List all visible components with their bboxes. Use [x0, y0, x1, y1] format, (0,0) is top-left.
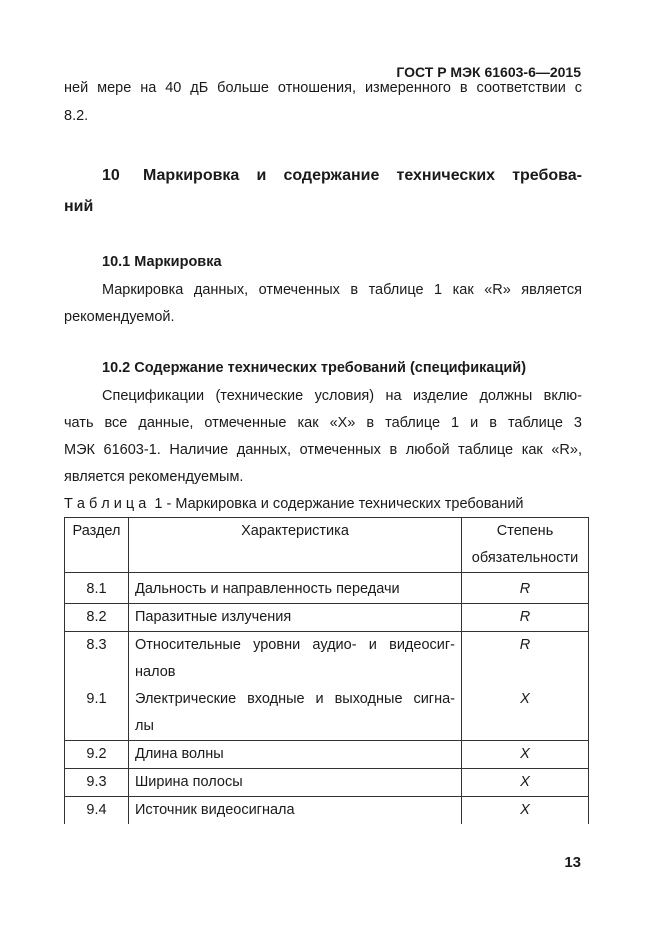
row-degree: X [462, 741, 589, 769]
subsection-10-2-text-line-2: чать все данные, отмеченные как «X» в таблице 1 и в таблице 3 [64, 415, 582, 431]
table-row [65, 632, 589, 687]
section-10-title-line-1: Маркировка и содержание технических требова- [143, 167, 582, 184]
table-row [65, 604, 589, 632]
row-degree: X [462, 797, 589, 825]
header-characteristic: Характеристика [129, 518, 462, 573]
document-header: ГОСТ Р МЭК 61603-6—2015 [396, 64, 581, 80]
table-row [65, 686, 589, 741]
subsection-10-2-text-line-1: Спецификации (технические условия) на изделие должны вклю- [102, 388, 582, 404]
row-degree: R [462, 632, 589, 687]
table-row [65, 769, 589, 797]
intro-line-1: ней мере на 40 дБ больше отношения, измеренного в соответствии с [64, 80, 582, 96]
subsection-10-2-text-line-3: МЭК 61603-1. Наличие данных, отмеченных в любой таблице как «R», [64, 442, 582, 458]
subsection-10-2-text-line-4: является рекомендуемым. [64, 469, 244, 485]
row-section: 9.3 [65, 769, 129, 797]
table-header-row [65, 518, 589, 573]
row-section: 8.2 [65, 604, 129, 632]
row-characteristic-line-1: Электрические входные и выходные сигна- [135, 691, 455, 707]
row-section [65, 686, 129, 741]
row-characteristic: Паразитные излучения [129, 604, 462, 632]
table-row [65, 741, 589, 769]
table-row [65, 576, 589, 604]
subsection-10-1-text-line-1: Маркировка данных, отмеченных в таблице 1 как «R» является [102, 282, 582, 298]
header-degree [462, 518, 589, 573]
subsection-10-2-heading: 10.2 Содержание технических требований (спецификаций) [102, 360, 527, 376]
header-degree-line-1: Степень [496, 523, 554, 539]
row-section-value: 9.1 [86, 691, 107, 707]
row-characteristic: Дальность и направленность передачи [129, 576, 462, 604]
row-degree: R [462, 604, 589, 632]
row-characteristic [129, 686, 462, 741]
row-characteristic: Длина волны [129, 741, 462, 769]
row-characteristic [129, 632, 462, 687]
row-characteristic-line-2: налов [135, 664, 176, 680]
intro-line-2: 8.2. [64, 108, 89, 124]
row-characteristic-line-1: Относительные уровни аудио- и видеосиг- [135, 637, 455, 653]
row-characteristic: Источник видеосигнала [129, 797, 462, 825]
section-10-number: 10 [102, 167, 120, 184]
row-degree: R [462, 576, 589, 604]
specification-table [64, 517, 589, 824]
row-characteristic-line-2: лы [135, 718, 154, 734]
row-degree: X [462, 769, 589, 797]
row-degree: X [462, 686, 589, 741]
row-section: 8.3 [65, 632, 129, 687]
subsection-10-1-heading: 10.1 Маркировка [102, 254, 222, 270]
row-section: 9.4 [65, 797, 129, 825]
row-section: 8.1 [65, 576, 129, 604]
table-row [65, 797, 589, 825]
subsection-10-1-text-line-2: рекомендуемой. [64, 309, 175, 325]
section-10-title-line-2: ний [64, 198, 94, 215]
row-section: 9.2 [65, 741, 129, 769]
table-caption: Т а б л и ц а 1 - Маркировка и содержание технических требований [64, 496, 524, 512]
row-characteristic: Ширина полосы [129, 769, 462, 797]
header-degree-line-2: обязательности [471, 550, 579, 566]
page-number: 13 [564, 854, 581, 871]
header-section: Раздел [65, 518, 129, 573]
